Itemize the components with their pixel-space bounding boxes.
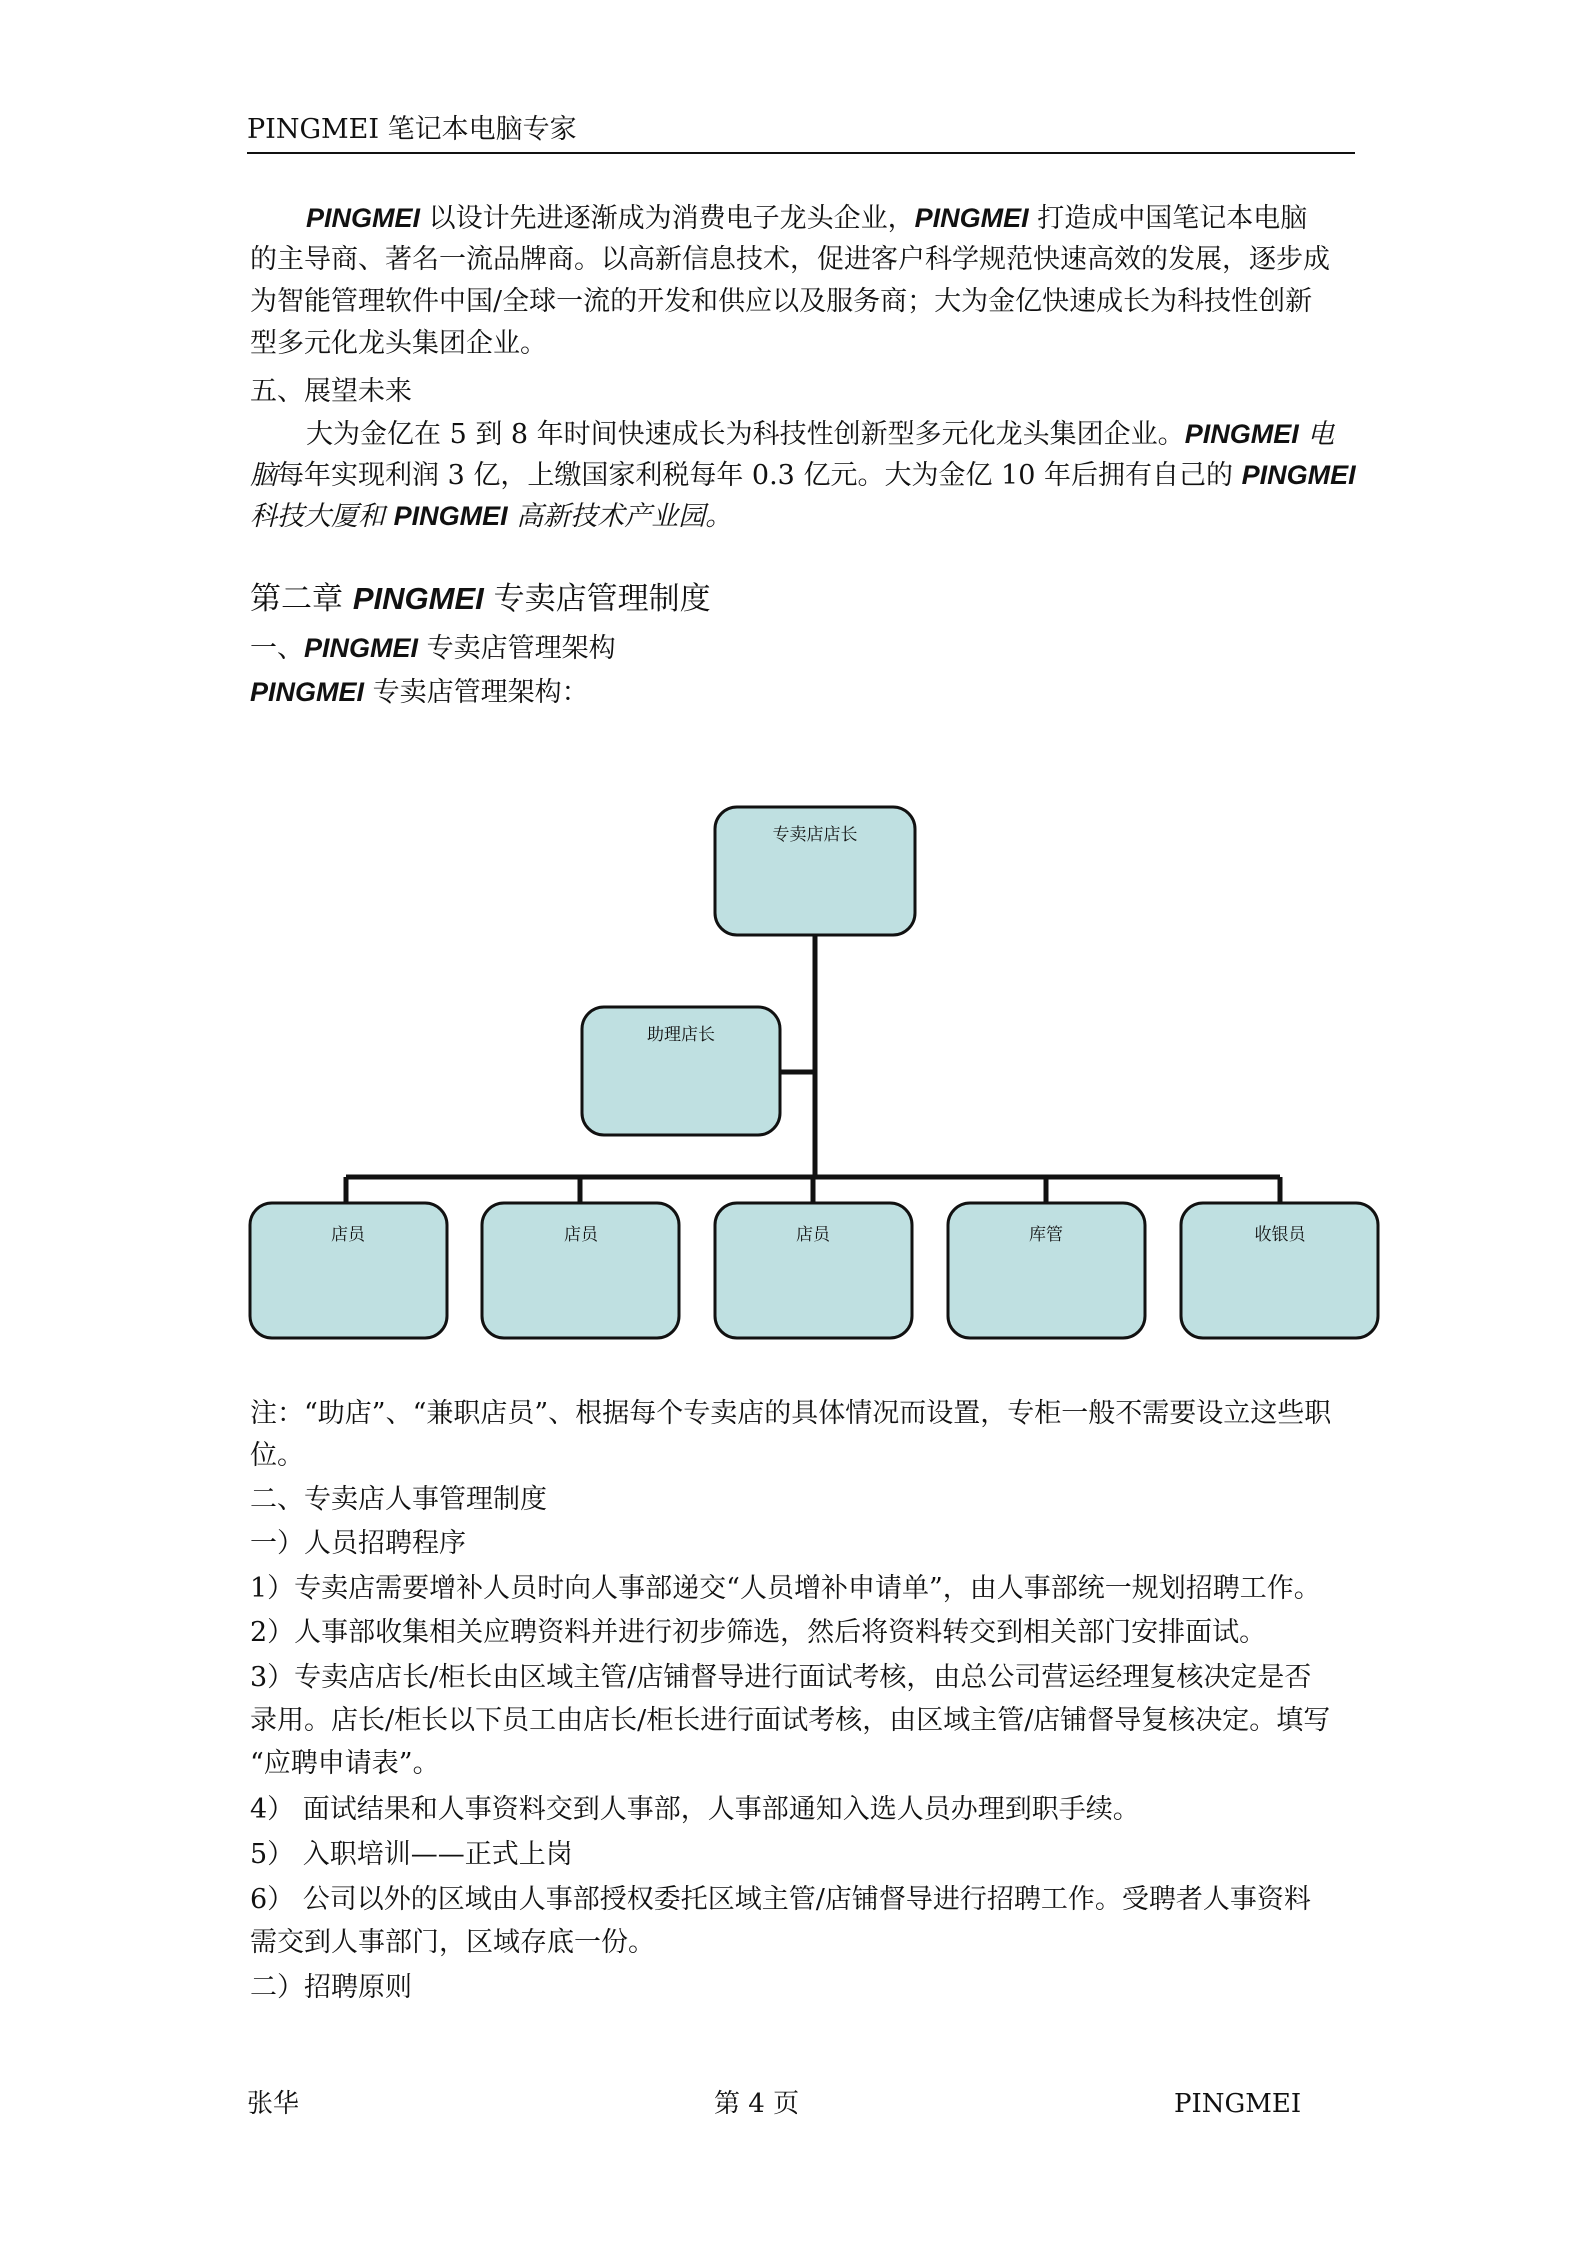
node-label: 助理店长	[647, 1025, 715, 1045]
footer-page-number: 第 4 页	[714, 2089, 800, 2119]
running-header: PINGMEI 笔记本电脑专家	[247, 114, 577, 145]
node-label: 店员	[331, 1225, 365, 1245]
brand-name: PINGMEI	[304, 633, 419, 663]
procedure-item-4: 4） 面试结果和人事资料交到人事部，人事部通知入选人员办理到职手续。	[250, 1794, 1140, 1825]
subheading-prefix: 一、	[250, 633, 304, 664]
org-node-cashier	[1181, 1203, 1378, 1338]
node-label: 店员	[796, 1225, 830, 1245]
intro-line-4: 型多元化龙头集团企业。	[250, 328, 547, 359]
brand-name: PINGMEI	[352, 581, 484, 616]
procedure-item-1: 1）专卖店需要增补人员时向人事部递交“人员增补申请单”，由人事部统一规划招聘工作。	[250, 1573, 1321, 1604]
note-line-2: 位。	[250, 1440, 304, 1471]
footer-author: 张华	[247, 2089, 300, 2119]
org-connectors	[346, 935, 1280, 1203]
procedure-item-5: 5） 入职培训——正式上岗	[250, 1839, 573, 1870]
chapter-suffix: 专卖店管理制度	[483, 581, 711, 617]
future-text: 电	[1298, 419, 1335, 450]
intro-line-3: 为智能管理软件中国/全球一流的开发和供应以及服务商；大为金亿快速成长为科技性创新	[250, 286, 1313, 317]
org-node-manager	[715, 807, 915, 935]
node-label: 库管	[1029, 1225, 1063, 1245]
intro-text: 打造成中国笔记本电脑	[1028, 203, 1308, 234]
future-text: 大为金亿在 5 到 8 年时间快速成长为科技性创新型多元化龙头集团企业。	[306, 419, 1185, 450]
subheading-suffix: 专卖店管理架构	[418, 633, 616, 664]
procedure-item-2: 2）人事部收集相关应聘资料并进行初步筛选，然后将资料转交到相关部门安排面试。	[250, 1617, 1267, 1648]
procedure-item-3-cont: “应聘申请表”。	[250, 1748, 440, 1779]
note-line-1: 注：“助店”、“兼职店员”、根据每个专卖店的具体情况而设置，专柜一般不需要设立这些职	[250, 1398, 1332, 1429]
brand-name: PINGMEI	[393, 501, 508, 531]
brand-name: PINGMEI	[250, 677, 365, 707]
node-label: 收银员	[1254, 1225, 1306, 1245]
brand-name: PINGMEI	[914, 203, 1029, 233]
procedure-item-6: 6） 公司以外的区域由人事部授权委托区域主管/店铺督导进行招聘工作。受聘者人事资料	[250, 1884, 1311, 1915]
intro-text: 以设计先进逐渐成为消费电子龙头企业，	[420, 203, 915, 234]
org-node-staff	[482, 1203, 679, 1338]
brand-name: PINGMEI	[1241, 460, 1356, 490]
subheading-recruitment-procedure: 一）人员招聘程序	[250, 1528, 466, 1559]
footer-brand: PINGMEI	[1174, 2089, 1302, 2119]
future-text: 脑	[250, 460, 277, 491]
node-label: 专卖店店长	[772, 825, 858, 845]
section-heading-personnel: 二、专卖店人事管理制度	[250, 1484, 547, 1515]
org-node-assistant-manager	[582, 1007, 780, 1135]
org-node-staff	[250, 1203, 447, 1338]
caption-suffix: 专卖店管理架构：	[364, 677, 589, 708]
procedure-item-3-cont: 录用。店长/柜长以下员工由店长/柜长进行面试考核，由区域主管/店铺督导复核决定。填写	[250, 1705, 1331, 1736]
subheading-recruitment-principles: 二）招聘原则	[250, 1972, 412, 2003]
chapter-prefix: 第二章	[250, 581, 353, 617]
org-node-staff	[715, 1203, 912, 1338]
future-text: 高新技术产业园。	[507, 501, 733, 532]
future-text: 每年实现利润 3 亿，上缴国家利税每年 0.3 亿元。大为金亿 10 年后拥有自己的	[277, 460, 1242, 491]
node-label: 店员	[564, 1225, 598, 1245]
org-node-warehouse	[948, 1203, 1145, 1338]
brand-name: PINGMEI	[1184, 419, 1299, 449]
section-heading-future: 五、展望未来	[250, 376, 412, 407]
brand-name: PINGMEI	[306, 203, 421, 233]
intro-line-2: 的主导商、著名一流品牌商。以高新信息技术，促进客户科学规范快速高效的发展，逐步成	[250, 244, 1330, 275]
procedure-item-3: 3）专卖店店长/柜长由区域主管/店铺督导进行面试考核，由总公司营运经理复核决定是否	[250, 1662, 1312, 1693]
future-text: 科技大厦和	[250, 501, 394, 532]
procedure-item-6-cont: 需交到人事部门，区域存底一份。	[250, 1927, 655, 1958]
